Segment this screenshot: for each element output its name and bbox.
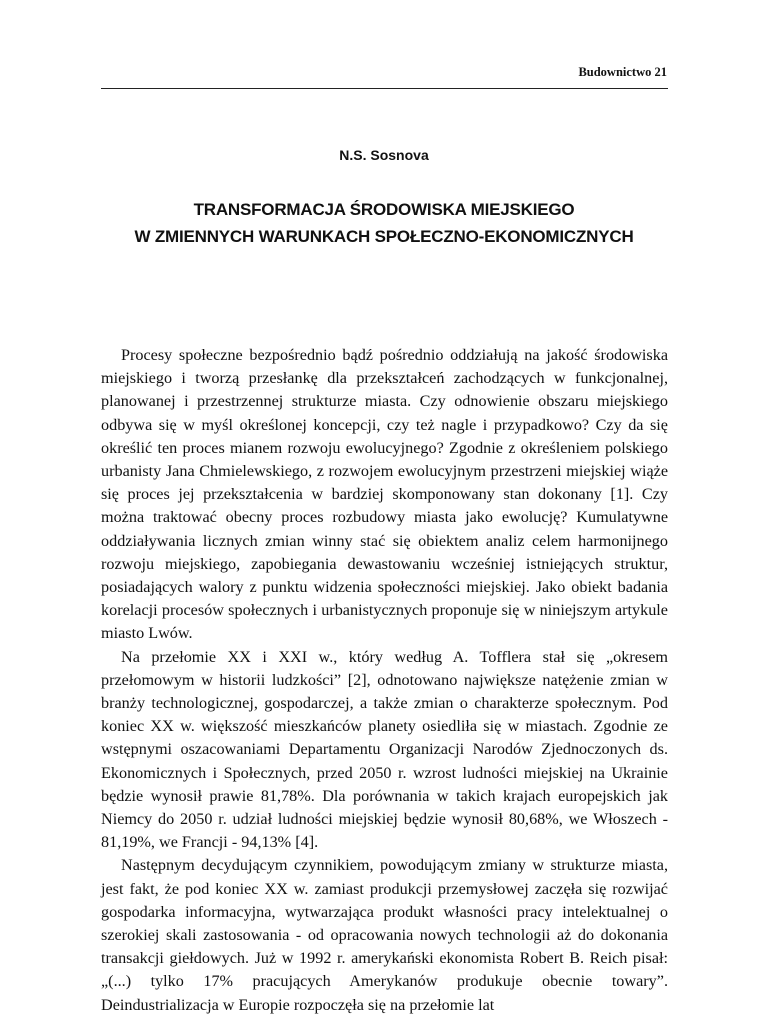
article-title	[0, 196, 768, 250]
article-body	[101, 344, 668, 1017]
article-title-line-2: W ZMIENNYCH WARUNKACH SPOŁECZNO-EKONOMICZNYCH	[134, 227, 634, 246]
paragraph-3: Następnym decydującym czynnikiem, powodującym zmiany w strukturze miasta, jest fakt, że pod koniec XX w. zamiast produkcji przemysłowej zaczęła się rozwijać gospodarka informacyjna, wytwarzająca produkt własności pracy intelektualnej o szerokiej skali zastosowania - od opracowania nowych technologii aż do dokonania transakcji giełdowych. Już w 1992 r. amerykański ekonomista Robert B. Reich pisał: „(...) tylko 17% pracujących Amerykanów produkuje obecnie towary”. Deindustrializacja w Europie rozpoczęła się na przełomie lat	[101, 856, 668, 1014]
article-title-line-1: TRANSFORMACJA ŚRODOWISKA MIEJSKIEGO	[193, 200, 575, 219]
paragraph-2: Na przełomie XX i XXI w., który według A. Tofflera stał się „okresem przełomowym w historii ludzkości” [2], odnotowano największe natężenie zmian w branży technologicznej, gospodarczej, a także zmian o charakterze społecznym. Pod koniec XX w. większość mieszkańców planety osiedliła się w miastach. Zgodnie ze wstępnymi oszacowaniami Departamentu Organizacji Narodów Zjednoczonych ds. Ekonomicznych i Społecznych, przed 2050 r. wzrost ludności miejskiej na Ukrainie będzie wynosił prawie 81,78%. Dla porównania w takich krajach europejskich jak Niemcy do 2050 r. udział ludności miejskiej będzie wynosił 80,68%, we Włoszech - 81,19%, we Francji - 94,13% [4].	[101, 647, 668, 852]
paragraph-1: Procesy społeczne bezpośrednio bądź pośrednio oddziałują na jakość środowiska miejskiego i tworzą przesłankę dla przekształceń zachodzących w funkcjonalnej, planowanej i przestrzennej strukturze miasta. Czy odnowienie obszaru miejskiego odbywa się w myśl określonej koncepcji, czy też nagle i przypadkowo? Czy da się określić ten proces mianem rozwoju ewolucyjnego? Zgodnie z określeniem polskiego urbanisty Jana Chmielewskiego, z rozwojem ewolucyjnym przestrzeni miejskiej wiąże się proces jej przekształcenia w bardziej skomponowany stan dokonany [1]. Czy można traktować obecny proces rozbudowy miasta jako ewolucję? Kumulatywne oddziaływania licznych zmian winny stać się obiektem analiz celem harmonijnego rozwoju miejskiego, zapobiegania dewastowaniu wcześniej istniejących struktur, posiadających walory z punktu widzenia społeczności miejskiej. Jako obiekt badania korelacji procesów społecznych i urbanistycznych proponuje się w niniejszym artykule miasto Lwów.	[101, 346, 668, 643]
author-name: N.S. Sosnova	[339, 147, 429, 163]
header-rule	[101, 88, 668, 89]
running-head: Budownictwo 21	[578, 65, 667, 79]
